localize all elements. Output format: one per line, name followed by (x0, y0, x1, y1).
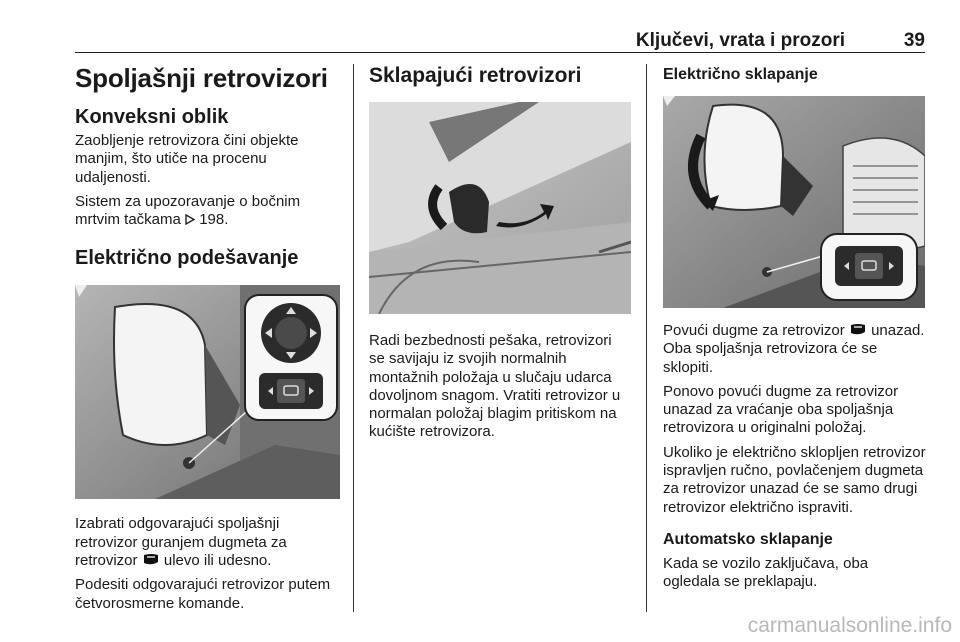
figure-mirror-adjust-controls (75, 285, 340, 499)
column-divider-2 (646, 64, 647, 612)
heading-electric-folding: Električno sklapanje (663, 66, 818, 83)
page-header (75, 28, 925, 53)
paragraph-blind-spot: Sistem za upozoravanje o bočnim mrtvim tačkama 198. (75, 192, 301, 229)
column-divider-1 (353, 64, 354, 612)
column-1 (75, 62, 340, 613)
heading-convex-shape: Konveksni oblik (75, 106, 229, 128)
page-reference-link[interactable]: 198. (199, 211, 229, 229)
paragraph-four-way-control: Podesiti odgovarajući retrovizor putem četvorosmerne komande. (75, 576, 331, 612)
paragraph-convex: Zaobljenje retrovizora čini objekte manjim, što utiče na procenu udaljenosti. (75, 132, 299, 186)
heading-electric-adjustment: Električno podešavanje (75, 247, 299, 270)
page-number: 39 (903, 30, 925, 51)
paragraph-folding: Radi bezbednosti pešaka, retrovizori se savijaju iz svojih normalnih montažnih položaja u slučaju udarca dovoljnom snagom. Vratiti retrovizor u normalan položaj blagim pritiskom na kućište retrovizora. (369, 332, 621, 441)
paragraph-select-mirror: Izabrati odgovarajući spoljašnji retrovizor guranjem dugmeta za retrovizor ulevo ili udesno. (75, 515, 287, 570)
paragraph-manual-reset: Ukoliko je električno sklopljen retrovizor ispravljen ručno, povlačenjem dugmeta za retrovizor unazad će se samo drugi retrovizor električno ispraviti. (663, 443, 926, 516)
section-title-exterior-mirrors: Spoljašnji retrovizori (75, 63, 328, 93)
heading-folding-mirrors: Sklapajući retrovizori (369, 64, 582, 87)
paragraph-restore-position: Ponovo povući dugme za retrovizor unazad za vraćanje oba spoljašnja retrovizora u originalni položaj. (663, 382, 899, 437)
column-3 (663, 62, 928, 592)
mirror-button-icon (142, 553, 160, 567)
paragraph-pull-button: Povući dugme za retrovizor unazad. Oba spoljašnja retrovizora će se sklopiti. (663, 322, 925, 376)
watermark: carmanualsonline.info (747, 614, 952, 637)
column-2 (369, 62, 631, 442)
header-title: Ključevi, vrata i prozori (635, 30, 845, 51)
triangle-right-reference-icon (185, 214, 195, 225)
mirror-button-icon (849, 323, 867, 337)
paragraph-automatic-folding: Kada se vozilo zaključava, oba ogledala se preklapaju. (663, 554, 869, 591)
heading-automatic-folding: Automatsko sklapanje (663, 530, 833, 548)
figure-folding-mirror (369, 102, 631, 314)
figure-electric-folding-controls (663, 96, 925, 308)
